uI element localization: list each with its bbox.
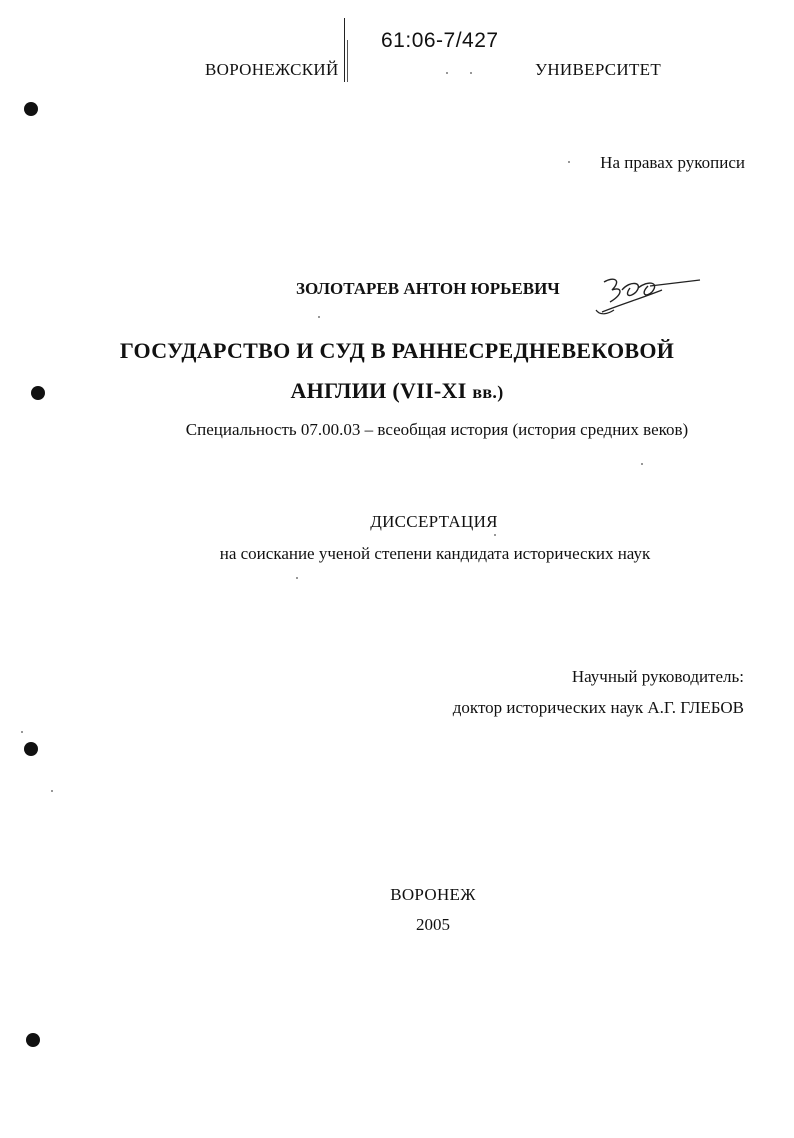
scan-line bbox=[347, 40, 348, 82]
university-name-left: ВОРОНЕЖСКИЙ bbox=[205, 60, 339, 79]
supervisor-label: Научный руководитель: bbox=[571, 667, 744, 686]
scan-line bbox=[344, 18, 345, 82]
dissertation-title-line-1: ГОСУДАРСТВО И СУД В РАННЕСРЕДНЕВЕКОВОЙ bbox=[119, 338, 675, 363]
catalog-stamp: 61:06-7/427 bbox=[381, 29, 499, 52]
rights-note: На правах рукописи bbox=[600, 153, 745, 172]
scan-speck bbox=[641, 463, 643, 465]
scan-speck bbox=[494, 534, 496, 536]
punch-hole-3 bbox=[24, 742, 38, 756]
city: ВОРОНЕЖ bbox=[390, 885, 476, 904]
supervisor-name: доктор исторических наук А.Г. ГЛЕБОВ bbox=[452, 698, 744, 717]
punch-hole-4 bbox=[26, 1033, 40, 1047]
signature bbox=[592, 272, 702, 318]
title-line-2-suffix: вв.) bbox=[472, 382, 504, 402]
scan-speck bbox=[21, 731, 23, 733]
scan-speck bbox=[446, 72, 448, 74]
degree-purpose: на соискание ученой степени кандидата исторических наук bbox=[219, 544, 651, 563]
title-line-2-main: АНГЛИИ (VII-XI bbox=[290, 378, 473, 403]
dissertation-title-line-2 bbox=[0, 378, 794, 404]
university-name-right: УНИВЕРСИТЕТ bbox=[535, 60, 662, 79]
scan-speck bbox=[296, 577, 298, 579]
scan-speck bbox=[51, 790, 53, 792]
specialty-line: Специальность 07.00.03 – всеобщая история (история средних веков) bbox=[185, 420, 689, 439]
scan-speck bbox=[568, 161, 570, 163]
author-name: ЗОЛОТАРЕВ АНТОН ЮРЬЕВИЧ bbox=[296, 279, 560, 298]
scan-speck bbox=[318, 316, 320, 318]
document-type-label: ДИССЕРТАЦИЯ bbox=[370, 512, 498, 531]
scan-speck bbox=[470, 72, 472, 74]
year: 2005 bbox=[416, 915, 450, 934]
punch-hole-1 bbox=[24, 102, 38, 116]
